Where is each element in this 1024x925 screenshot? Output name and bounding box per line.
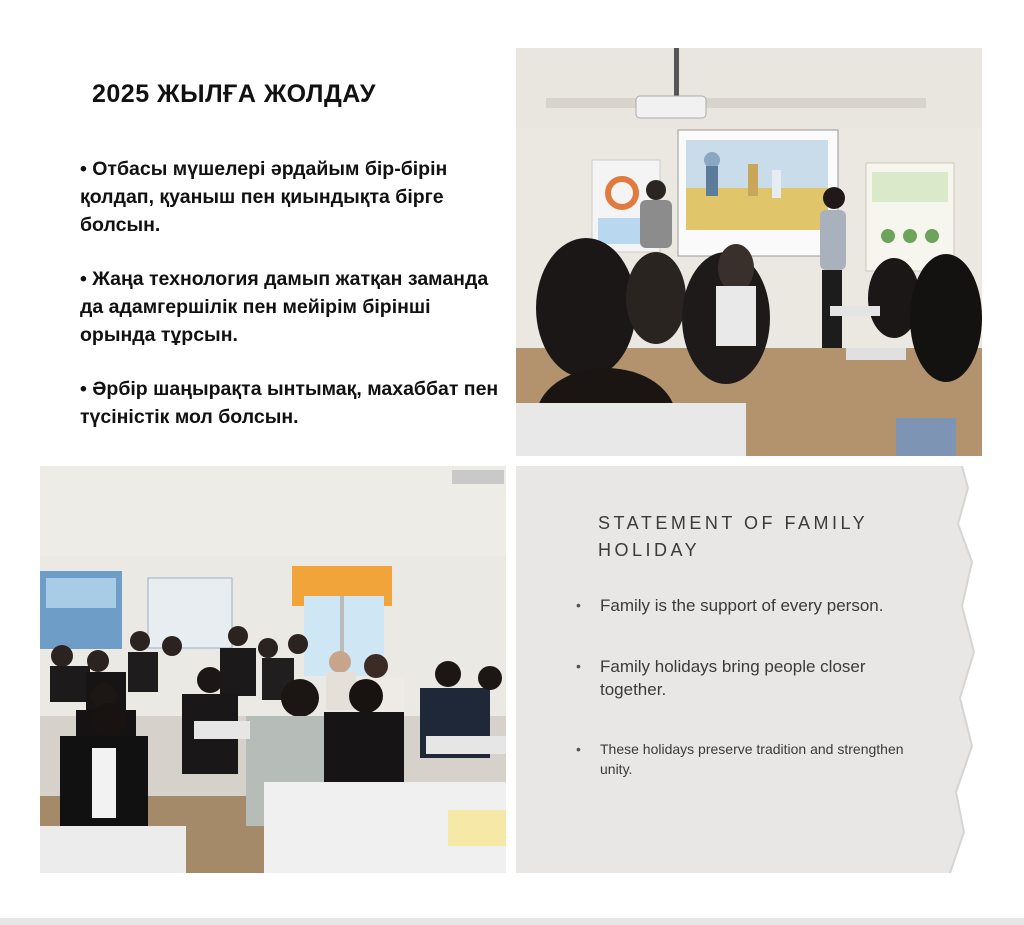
panel-list-item <box>576 655 906 701</box>
bullet-icon: • <box>576 741 581 757</box>
panel-title: STATEMENT OF FAMILY HOLIDAY <box>598 513 868 560</box>
message-item: • Отбасы мүшелері әрдайым бір-бірін қолдап, қуаныш пен қиындықта бірге болсын. <box>80 158 448 236</box>
family-holiday-panel <box>516 466 982 873</box>
panel-list <box>576 594 906 779</box>
presentation-photo <box>516 48 982 456</box>
panel-list-item <box>576 594 906 617</box>
message-list <box>80 155 500 457</box>
panel-list-text: These holidays preserve tradition and strengthen unity. <box>600 741 904 777</box>
bottom-edge <box>0 918 1024 925</box>
audience-photo <box>40 466 506 873</box>
message-item: • Жаңа технология дамып жатқан заманда да адамгершілік пен мейірім бірінші орында тұрсын. <box>80 268 489 346</box>
panel-list-item <box>576 739 906 779</box>
bullet-icon: • <box>576 658 581 674</box>
panel-list-text: Family is the support of every person. <box>600 596 884 615</box>
message-title: 2025 ЖЫЛҒА ЖОЛДАУ <box>92 80 376 108</box>
bullet-icon: • <box>576 597 581 613</box>
message-item: • Әрбір шаңырақта ынтымақ, махаббат пен түсіністік мол болсын. <box>80 378 499 428</box>
panel-list-text: Family holidays bring people closer together. <box>600 657 866 699</box>
